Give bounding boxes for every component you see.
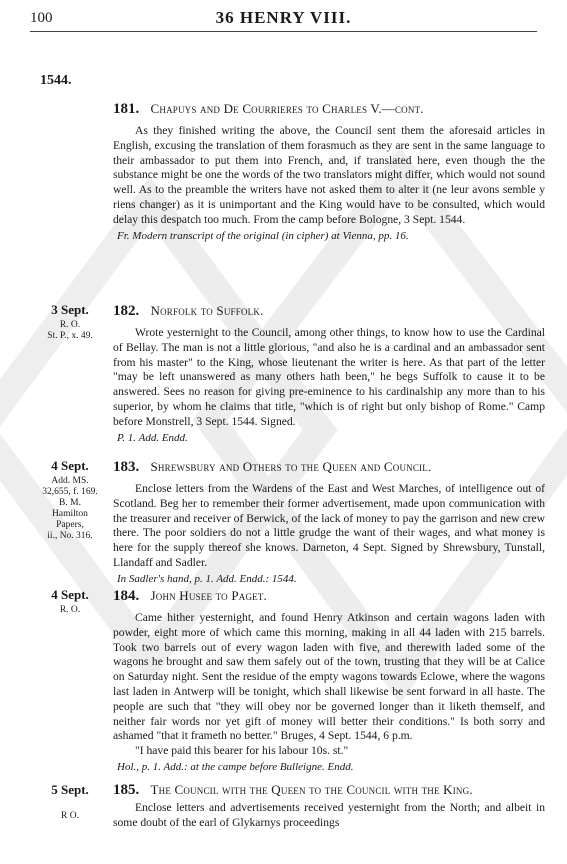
side-note: R O. xyxy=(61,811,79,821)
entry-date: 3 Sept. xyxy=(51,302,89,317)
entry-footnote: In Sadler's hand, p. 1. Add. Endd.: 1544. xyxy=(117,572,297,585)
entry-title-line xyxy=(113,782,545,798)
entry-side-column xyxy=(31,458,109,542)
entry-number: 183. xyxy=(113,459,140,475)
side-note: B. M. xyxy=(59,498,81,508)
entry-185 xyxy=(31,782,545,862)
entry-date: 5 Sept. xyxy=(51,782,89,797)
entry-title-line xyxy=(113,100,545,118)
entry-number: 185. xyxy=(113,782,140,798)
entry-title: John Husee to Paget. xyxy=(150,588,268,603)
entry-main xyxy=(113,100,545,243)
side-note: Add. MS. xyxy=(51,476,89,486)
page-number: 100 xyxy=(30,10,53,26)
entry-footnote: P. 1. Add. Endd. xyxy=(117,431,188,444)
side-note: 32,655, f. 169. xyxy=(42,487,98,497)
entry-date: 4 Sept. xyxy=(51,587,89,602)
entry-body-postscript: "I have paid this bearer for his labour 10s. st." xyxy=(135,744,349,758)
side-note: R. O. xyxy=(59,605,81,615)
entry-main xyxy=(113,302,545,445)
entry-number: 182. xyxy=(113,303,140,319)
entry-body: Enclose letters and advertisements received yesternight from the North; and albeit in some doubt of the earl of Glykarnys proceedings xyxy=(113,801,545,829)
year-heading: 1544. xyxy=(40,73,72,88)
entry-main xyxy=(113,458,545,586)
entry-body: Came hither yesternight, and found Henry Atkinson and certain wagons laden with powder, eight more of which came this morning, making in all 44 laden with 215 barrels. Took two barrels out of every wagon laden with five, and therewith laded some of the wagons he brought and saw them safely out of the town, trusting that they will be at Calice on Saturday night. Sent the residue of the empty wagons towards Eclowe, where the wagons last laden in Antwerp will be tonight, which shall likewise be sent forward in all haste. The people are such that "they will obey nor be governed longer than it liketh themself, and neither fair words nor yet gift of money will better their conditions." Is both sorry and ashamed "that it frameth no better." Bruges, 4 Sept. 1544, 6 p.m. xyxy=(113,611,545,743)
entry-number: 184. xyxy=(113,588,140,604)
entry-body: As they finished writing the above, the Council sent them the aforesaid articles in English, excusing the translation of them forasmuch as they are sent in the same language to their ambassador to put them into French, and, if translated here, even though the the substance might be one the words of the two translators might differ, which would not sound well. As to the preamble the writers have not asked them to alter it (ne leur avons semble y riens changer) as it is unimportant and the King would have to be consulted, which would delay this despatch too much. From the camp before Bologne, 3 Sept. 1544. xyxy=(113,124,545,226)
entry-title-line xyxy=(113,458,545,476)
entry-183 xyxy=(31,458,545,585)
entry-footnote: Hol., p. 1. Add.: at the campe before Bulleigne. Endd. xyxy=(117,760,354,773)
side-note: ii., No. 316. xyxy=(47,531,93,541)
entry-title-line xyxy=(113,302,545,320)
entry-main xyxy=(113,782,545,831)
entry-body: Enclose letters from the Wardens of the East and West Marches, of intelligence out of Scotland. Beg her to remember their former advertisement, made upon communication with the treasurer and receiver of Berwick, of the lack of money to pay the garrison and new crew there. The poor soldiers do not a little grudge the want of their wages, and what money is here for the supply thereof she knows. Darneton, 4 Sept. Signed by Shrewsbury, Tunstall, Llandaff and Sadler. xyxy=(113,482,545,569)
entry-side-column xyxy=(31,782,109,822)
entry-date: 4 Sept. xyxy=(51,458,89,473)
side-note: St. P., x. 49. xyxy=(47,331,93,341)
entry-184 xyxy=(31,587,545,807)
entry-title: Chapuys and De Courrieres to Charles V.—cont. xyxy=(150,101,424,116)
side-note: Papers, xyxy=(56,520,84,530)
entry-body: Wrote yesternight to the Council, among other things, to know how to use the Cardinal of Bellay. The man is not a little glorious, "and also he is a cardinal and an ambassador sent from his master" to the King, whose lieutenant the writer is here. As that part of the letter "may be left unanswered as many others hath been," he begs Suffolk to cause it to be answered. Sees no reason for giving pre-eminence to his cardinalship any more than to his superior, by whom he claims that title, "which is of right but only bishop of Rome." Camp before Monstrell, 3 Sept. 1544. Signed. xyxy=(113,326,545,428)
entry-title: The Council with the Queen to the Council with the King. xyxy=(150,782,473,797)
entry-side-column xyxy=(31,302,109,342)
entry-title-line xyxy=(113,587,545,605)
running-title: 36 HENRY VIII. xyxy=(215,8,352,27)
entry-title: Norfolk to Suffolk. xyxy=(150,303,264,318)
side-note: R. O. xyxy=(59,320,81,330)
entry-main xyxy=(113,587,545,774)
entry-number: 181. xyxy=(113,101,140,117)
side-note: Hamilton xyxy=(52,509,88,519)
entry-title: Shrewsbury and Others to the Queen and Council. xyxy=(150,459,432,474)
entry-181 xyxy=(31,100,545,260)
entry-footnote: Fr. Modern transcript of the original (in cipher) at Vienna, pp. 16. xyxy=(117,229,409,242)
header-rule xyxy=(30,31,537,32)
running-header xyxy=(22,8,545,30)
entry-side-column xyxy=(31,587,109,616)
entry-182 xyxy=(31,302,545,447)
